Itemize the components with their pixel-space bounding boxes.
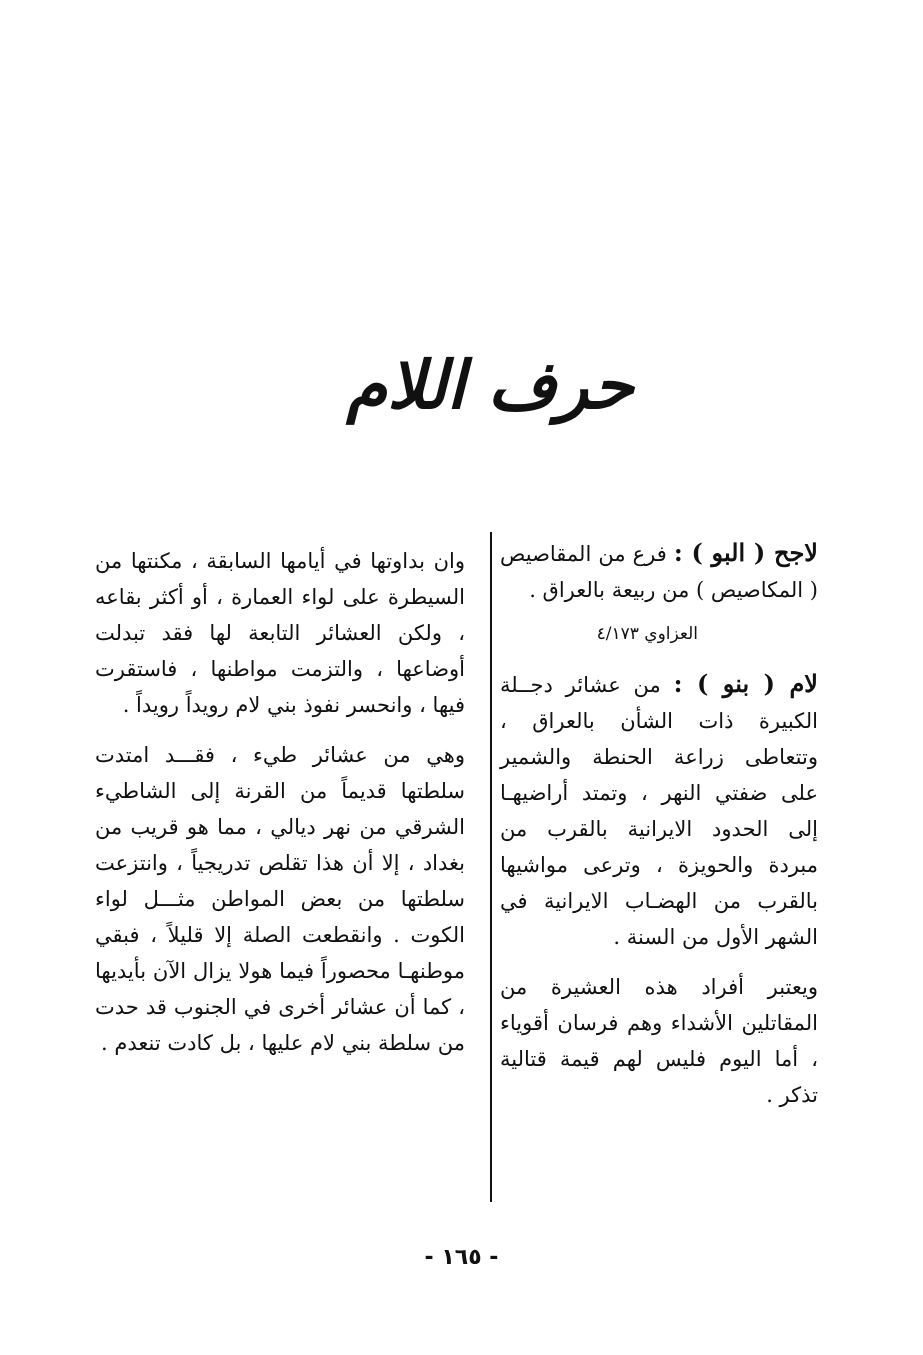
reference: العزاوي ٤/١٧٣ [596, 624, 698, 644]
paragraph: وهي من عشائر طيء ، فقـــد امتدت سلطتها قديماً من القرنة إلى الشاطيء الشرقي من نهر ديالي ، مما هو قريب من بغداد ، إلا أن هذا تقلص تدريجياً ، وانتزعت سلطتها من بعض المواطن مثـــل لواء الكوت . وانقطعت الصلة إلا قليلاً ، فبقي موطنهـا محصوراً فيما هولا يزال الآن بأيديها ، كما أن عشائر أخرى في الجنوب قد حدت من سلطة بني لام عليها ، بل كادت تنعدم . [95, 743, 465, 1055]
entry-term: لاجح ( البو ) : [673, 538, 818, 567]
right-column [500, 535, 818, 1127]
entry-text: من عشائر دجــلة الكبيرة ذات الشأن بالعراق ، وتتعاطى زراعة الحنطة والشمير على ضفتي النهر ، وتمتد أراضيهـا إلى الحدود الايرانية بالقرب من مبردة والحويزة ، وترعى مواشيها بالقرب من الهضـاب الايرانية في الشهر الأول من السنة . [500, 673, 818, 949]
left-column [95, 543, 465, 1075]
entry-lam [500, 666, 818, 955]
paragraph: ويعتبر أفراد هذه العشيرة من المقاتلين الأشداء وهم فرسان أقوياء ، أما اليوم فليس لهم قيمة قتالية تذكر . [500, 975, 818, 1107]
entry-lajih [500, 535, 818, 608]
entry-text: فرع من المقاصيص ( المكاصيص ) من ربيعة بالعراق . [500, 542, 818, 602]
page-number: - ١٦٥ - [424, 1245, 499, 1270]
paragraph: وان بداوتها في أيامها السابقة ، مكنتها من السيطرة على لواء العمارة ، أو أكثر بقاعه ، ولكن العشائر التابعة لها فقد تبدلت أوضاعها ، والتزمت مواطنها ، فاستقرت فيها ، وانحسر نفوذ بني لام رويداً رويداً . [95, 549, 465, 717]
entry-term: لام ( بنو ) : [673, 669, 818, 698]
column-divider [490, 532, 492, 1202]
section-heading: حرف اللام [346, 346, 634, 424]
